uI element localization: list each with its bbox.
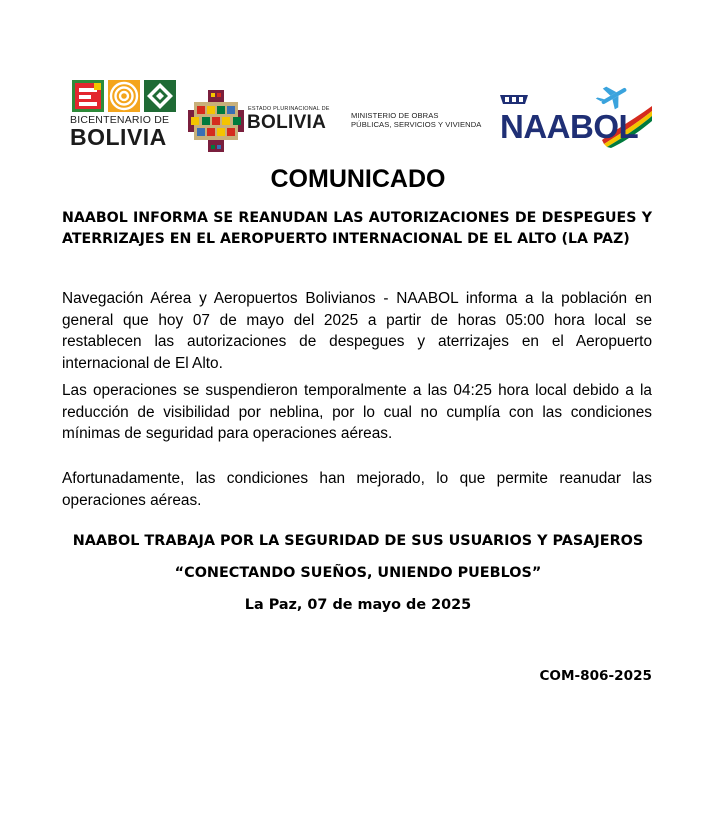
ministerio-line2: PÚBLICAS, SERVICIOS Y VIVIENDA [351,120,482,129]
bicentenario-line1: BICENTENARIO DE [70,114,170,126]
document-title: COMUNICADO [270,165,446,193]
bicentenario-tile-green-icon [144,80,176,112]
bicentenario-tile-spiral-icon [108,80,140,112]
bicentenario-tile-red-icon [72,80,104,112]
place-and-date: La Paz, 07 de mayo de 2025 [244,597,472,613]
estado-small-text: ESTADO PLURINACIONAL DE [248,106,330,112]
body-paragraph-1: Navegación Aérea y Aeropuertos Bolivianos - NAABOL informa a la población en general que hoy 07 de mayo del 2025 a partir de horas 05:00 hora local se restablecen las autorizaciones de despegues y aterrizajes en el Aeropuerto internacional de El Alto. [62,290,652,372]
reference-code: COM-806-2025 [539,668,652,684]
ministerio-line1: MINISTERIO DE OBRAS [351,111,439,120]
headline: NAABOL INFORMA SE REANUDAN LAS AUTORIZACIONES DE DESPEGUES Y ATERRIZAJES EN EL AEROPUERTO INTERNACIONAL DE EL ALTO (LA PAZ) [62,210,652,247]
naabol-wordmark: NAABOL [500,108,639,145]
body-paragraph-2: Las operaciones se suspendieron temporalmente a las 04:25 hora local debido a la reducción de visibilidad por neblina, por lo cual no cumplía con las condiciones mínimas de seguridad para operaciones aéreas. [62,382,652,442]
estado-plurinacional-logo [188,90,338,152]
naabol-logo [496,82,656,148]
bicentenario-logo [70,80,182,154]
body-paragraph-3: Afortunadamente, las condiciones han mejorado, lo que permite reanudar las operaciones aéreas. [62,470,652,509]
ministerio-logo [351,111,501,129]
estado-big-text: BOLIVIA [247,112,327,133]
slogan: “CONECTANDO SUEÑOS, UNIENDO PUEBLOS” [174,565,542,581]
closing-statement: NAABOL TRABAJA POR LA SEGURIDAD DE SUS USUARIOS Y PASAJEROS [72,533,644,549]
bicentenario-line2: BOLIVIA [70,124,167,150]
chakana-icon [188,90,244,152]
